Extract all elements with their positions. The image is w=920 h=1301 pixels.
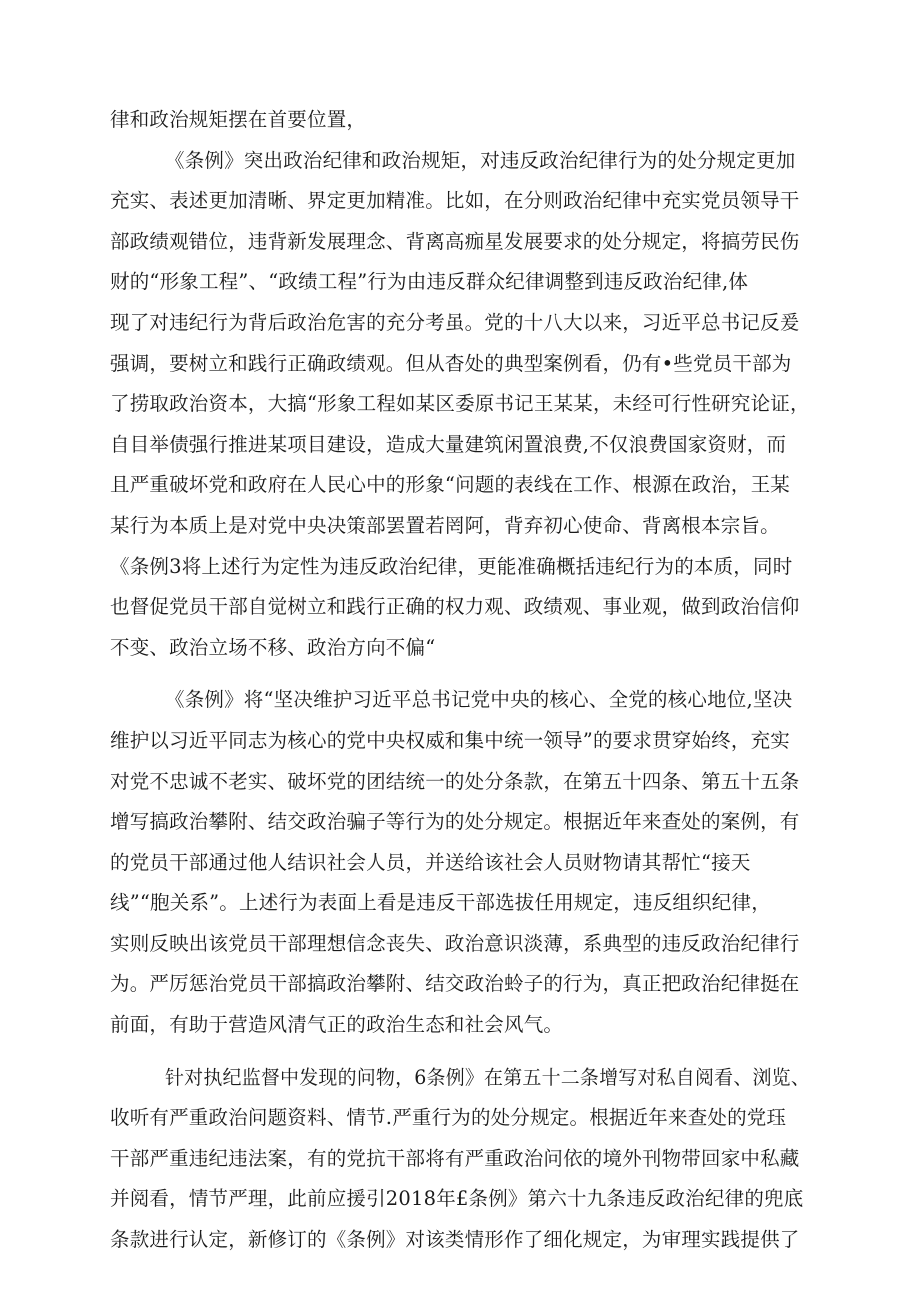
text-line: 条款进行认定，新修订的《条例》对该类情形作了细化规定，为审理实践提供了 bbox=[110, 1228, 800, 1252]
text-line: 增写搞政治攀附、结交政治骗子等行为的处分规定。根据近年来查处的案例，有 bbox=[110, 810, 800, 834]
text-line: 并阅看，情节严理，此前应援引2018年£条例》第六十九条违反政治纪律的兜底 bbox=[110, 1187, 804, 1211]
text-line: 强调，要树立和践行正确政绩观。但从杳处的典型案例看，仍有•些党员干部为 bbox=[110, 351, 792, 375]
text-line: 律和政治规矩摆在首要位置， bbox=[110, 108, 367, 131]
text-line: 某行为本质上是对党中央决策部罢置若罔阿，背弃初心使命、背离根本宗旨。 bbox=[110, 513, 780, 537]
text-line: 前面，有助于营造风清气正的政治生态和社会风气。 bbox=[110, 1013, 564, 1037]
text-line: 了捞取政治资本，大搞“形象工程如某区委原书记王某某，未经可行性研究论证， bbox=[110, 392, 810, 416]
text-line: 的党员干部通过他人结识社会人员，并送给该社会人员财物请其帮忙“接天 bbox=[110, 850, 751, 874]
text-line: 对党不忠诚不老实、破坏党的团结统一的处分条款，在第五十四条、第五十五条 bbox=[110, 769, 800, 793]
paragraph-start-line: 《条例》将“坚决维护习近平总书记党中央的核心、全党的核心地位,坚决 bbox=[165, 688, 793, 712]
text-line: 《条例3将上述行为定性为违反政治纪律，更能准确概括违纪行为的本质，同时 bbox=[110, 554, 793, 578]
text-line: 为。严厉惩治党员干部搞政治攀附、结交政治蛉子的行为，真正把政治纪律挺在 bbox=[110, 972, 800, 996]
text-line: 充实、表述更加清晰、界定更加精准。比如，在分则政治纪律中充实党员领导干 bbox=[110, 189, 800, 213]
text-line: 收听有严重政治问题资料、情节.严重行为的处分规定。根据近年来查处的党珏 bbox=[110, 1106, 787, 1130]
text-line: 实则反映出该党员干部理想信念丧失、政治意识淡薄，系典型的违反政治纪律行 bbox=[110, 931, 800, 955]
text-line: 且严重破坏党和政府在人民心中的形象“问题的表线在工作、根源在政治，王某 bbox=[110, 473, 790, 497]
text-line: 也督促党员干部自觉树立和践行正确的权力观、政绩观、事业观，做到政治信仰 bbox=[110, 595, 800, 619]
text-line: 干部严重违纪违法案，有的党抗干部将有严重政治问依的境外刊物带回家中私藏 bbox=[110, 1146, 800, 1170]
text-line: 不变、政治立场不移、政治方向不偏“ bbox=[110, 635, 436, 659]
text-line: 财的“形象工程”、“政绩工程”行为由违反群众纪律调整到违反政治纪律,体 bbox=[110, 270, 749, 294]
paragraph-start-line: 针对执纪监督中发现的问物，6条例》在第五十二条增写对私自阅看、浏览、 bbox=[165, 1065, 811, 1089]
paragraph-start-line: 《条例》突出政治纪律和政治规矩，对违反政治纪律行为的处分规定更加 bbox=[165, 148, 796, 172]
text-line: 线”“胞关系”。上述行为表面上看是违反干部选拔任用规定，违反组织纪律， bbox=[110, 891, 771, 915]
text-line: 现了对违纪行为背后政治危害的充分考虽。党的十八大以来，习近平总书记反爰 bbox=[110, 310, 800, 334]
document-body bbox=[110, 100, 810, 1261]
text-line: 部政绩观错位，违背新发展理念、背离高痂星发展要求的处分规定，将搞劳民伤 bbox=[110, 229, 800, 253]
text-line: 自目举债强行推进某项目建设，造成大量建筑闲置浪费,不仅浪费国家资财，而 bbox=[110, 432, 787, 456]
text-line: 维护以习近平同志为核心的党中央权威和集中统一领导”的要求贯穿始终，充实 bbox=[110, 728, 790, 752]
